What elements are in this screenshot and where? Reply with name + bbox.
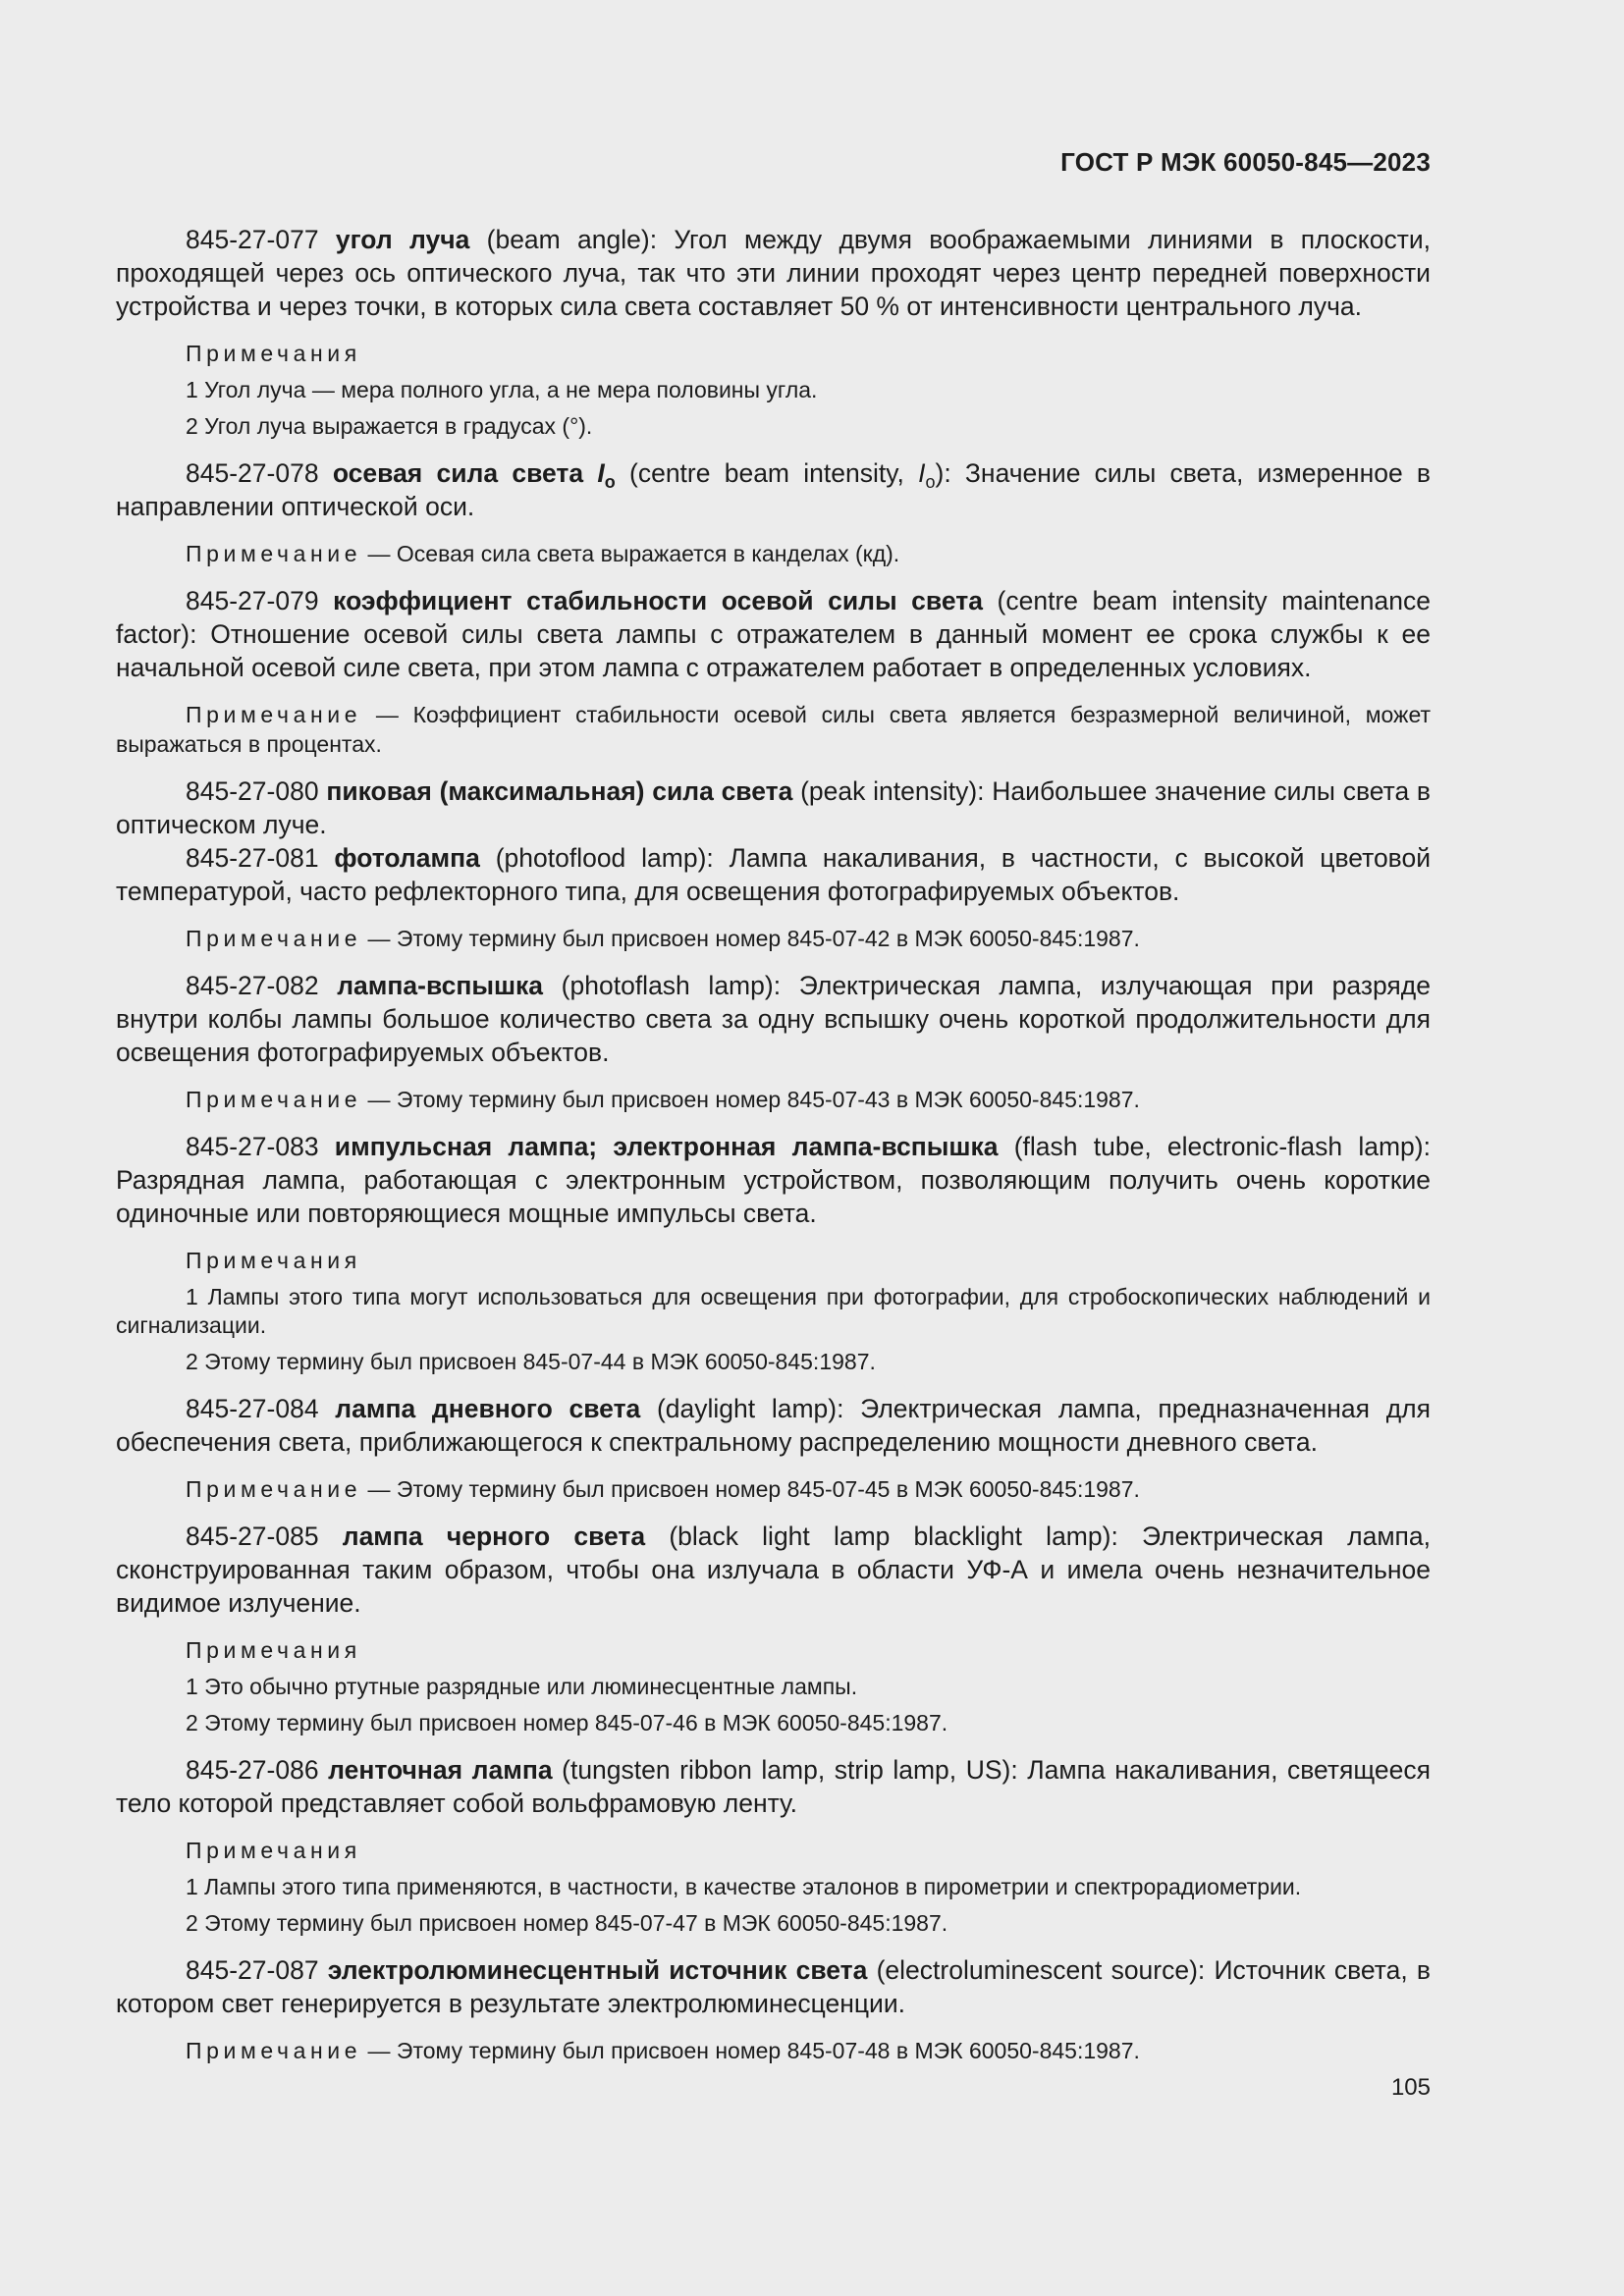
note-dash: —: [361, 541, 397, 566]
term-definition-part: ): Значение силы света, измеренное в направлении оптической оси.: [116, 458, 1431, 521]
term-name: пиковая (максимальная) сила света: [326, 776, 793, 806]
term-definition: (tungsten ribbon lamp, strip lamp, US): Лампа накаливания, светящееся тело которой представляет собой вольфрамовую ленту.: [116, 1755, 1431, 1818]
note-item: 1 Лампы этого типа могут использоваться для освещения при фотографии, для стробоскопических наблюдений и сигнализации.: [116, 1284, 1431, 1338]
note-item: 1 Это обычно ртутные разрядные или люминесцентные лампы.: [186, 1674, 858, 1699]
note-text: Этому термину был присвоен номер 845-07-45 в МЭК 60050-845:1987.: [396, 1476, 1140, 1502]
note-079: [116, 700, 1431, 759]
term-entry-085: [116, 1520, 1431, 1620]
note-item: 2 Этому термину был присвоен 845-07-44 в МЭК 60050-845:1987.: [186, 1349, 876, 1374]
notes-heading: Примечания: [186, 1248, 361, 1273]
note-label: Примечание: [186, 1476, 362, 1502]
term-entry-080: [116, 774, 1431, 841]
term-definition: (centre beam intensity maintenance factor): Отношение осевой силы света лампы с отражателем в данный момент ее срока службы к ее начальной осевой силе света, при этом лампа с отражателем работает в определенных условиях.: [116, 586, 1431, 682]
note-label: Примечание: [186, 2038, 362, 2063]
notes-block-086: [116, 1836, 1431, 1938]
term-number: 845-27-082: [186, 971, 319, 1000]
note-item: 1 Угол луча — мера полного угла, а не мера половины угла.: [186, 377, 818, 402]
term-name: импульсная лампа; электронная лампа-вспышка: [334, 1132, 999, 1161]
term-number: 845-27-087: [186, 1955, 319, 1985]
notes-heading: Примечания: [186, 341, 361, 366]
term-symbol-subscript: o: [925, 472, 936, 492]
term-number: 845-27-078: [186, 458, 319, 488]
term-name: ленточная лампа: [328, 1755, 553, 1785]
term-entry-087: [116, 1953, 1431, 2020]
note-text: Этому термину был присвоен номер 845-07-42 в МЭК 60050-845:1987.: [396, 926, 1140, 951]
notes-block-085: [116, 1635, 1431, 1737]
page-number: 105: [1390, 2074, 1431, 2101]
note-081: [116, 924, 1431, 953]
note-label: Примечание: [186, 541, 362, 566]
note-087: [116, 2036, 1431, 2065]
term-definition: (photoflash lamp): Электрическая лампа, излучающая при разряде внутри колбы лампы большое количество света за одну вспышку очень короткой продолжительности для освещения фотографируемых объектов.: [116, 971, 1431, 1067]
note-label: Примечание: [186, 926, 362, 951]
term-number: 845-27-086: [186, 1755, 319, 1785]
term-entry-081: [116, 841, 1431, 908]
term-entry-082: [116, 969, 1431, 1069]
term-symbol-subscript: o: [604, 472, 616, 492]
term-definition: (electroluminescent source): Источник света, в котором свет генерируется в результате электролюминесценции.: [116, 1955, 1431, 2018]
term-entry-083: [116, 1130, 1431, 1230]
note-dash: —: [361, 2038, 397, 2063]
term-symbol: I: [597, 458, 605, 488]
term-number: 845-27-083: [186, 1132, 319, 1161]
term-name: осевая сила света: [332, 458, 584, 488]
term-name: лампа дневного света: [335, 1394, 641, 1423]
page-content: [116, 223, 1431, 2081]
note-item: 2 Угол луча выражается в градусах (°).: [186, 413, 593, 439]
note-dash: —: [361, 702, 413, 727]
term-entry-077: [116, 223, 1431, 323]
note-item: 2 Этому термину был присвоен номер 845-07-46 в МЭК 60050-845:1987.: [186, 1710, 948, 1735]
term-number: 845-27-079: [186, 586, 319, 615]
term-entry-079: [116, 584, 1431, 684]
term-entry-084: [116, 1392, 1431, 1459]
note-dash: —: [361, 926, 397, 951]
note-text: Этому термину был присвоен номер 845-07-43 в МЭК 60050-845:1987.: [396, 1087, 1140, 1112]
note-dash: —: [361, 1087, 397, 1112]
term-number: 845-27-085: [186, 1522, 319, 1551]
term-definition: (peak intensity): Наибольшее значение силы света в оптическом луче.: [116, 776, 1431, 839]
note-item: 1 Лампы этого типа применяются, в частности, в качестве эталонов в пирометрии и спектрорадиометрии.: [186, 1874, 1302, 1899]
term-name: электролюминесцентный источник света: [327, 1955, 868, 1985]
term-definition: (black light lamp blacklight lamp): Электрическая лампа, сконструированная таким образом, чтобы она излучала в области УФ-А и имела очень незначительное видимое излучение.: [116, 1522, 1432, 1618]
notes-block-077: [116, 339, 1431, 441]
term-name: угол луча: [335, 225, 470, 254]
document-header: ГОСТ Р МЭК 60050-845—2023: [1060, 147, 1431, 177]
note-dash: —: [361, 1476, 397, 1502]
notes-heading: Примечания: [186, 1838, 361, 1863]
notes-heading: Примечания: [186, 1637, 361, 1663]
term-number: 845-27-081: [186, 843, 319, 873]
note-text: Коэффициент стабильности осевой силы света является безразмерной величиной, может выражаться в процентах.: [116, 702, 1432, 757]
note-084: [116, 1474, 1431, 1504]
notes-block-083: [116, 1246, 1431, 1376]
term-number: 845-27-080: [186, 776, 319, 806]
term-number: 845-27-084: [186, 1394, 319, 1423]
term-definition: (flash tube, electronic-flash lamp): Разрядная лампа, работающая с электронным устройством, позволяющим получить очень короткие одиночные или повторяющиеся мощные импульсы света.: [116, 1132, 1431, 1228]
note-text: Осевая сила света выражается в канделах (кд).: [396, 541, 900, 566]
term-entry-078: [116, 456, 1431, 523]
note-item: 2 Этому термину был присвоен номер 845-07-47 в МЭК 60050-845:1987.: [186, 1910, 948, 1936]
term-name: фотолампа: [334, 843, 480, 873]
note-label: Примечание: [186, 1087, 362, 1112]
term-definition: (daylight lamp): Электрическая лампа, предназначенная для обеспечения света, приближающегося к спектральному распределению мощности дневного света.: [116, 1394, 1431, 1457]
term-definition: (photoflood lamp): Лампа накаливания, в частности, с высокой цветовой температурой, часто рефлекторного типа, для освещения фотографируемых объектов.: [116, 843, 1431, 906]
term-definition-part: (centre beam intensity,: [615, 458, 919, 488]
note-text: Этому термину был присвоен номер 845-07-48 в МЭК 60050-845:1987.: [396, 2038, 1140, 2063]
term-symbol: I: [918, 458, 926, 488]
note-label: Примечание: [186, 702, 362, 727]
term-number: 845-27-077: [186, 225, 319, 254]
note-082: [116, 1085, 1431, 1114]
term-entry-086: [116, 1753, 1431, 1820]
term-name: лампа-вспышка: [337, 971, 544, 1000]
term-definition: (beam angle): Угол между двумя воображаемыми линиями в плоскости, проходящей через ось оптического луча, так что эти линии проходят через центр передней поверхности устройства и через точки, в которых сила света составляет 50 % от интенсивности центрального луча.: [116, 225, 1431, 321]
term-name: лампа черного света: [342, 1522, 646, 1551]
note-078: [116, 539, 1431, 568]
term-name: коэффициент стабильности осевой силы света: [333, 586, 983, 615]
